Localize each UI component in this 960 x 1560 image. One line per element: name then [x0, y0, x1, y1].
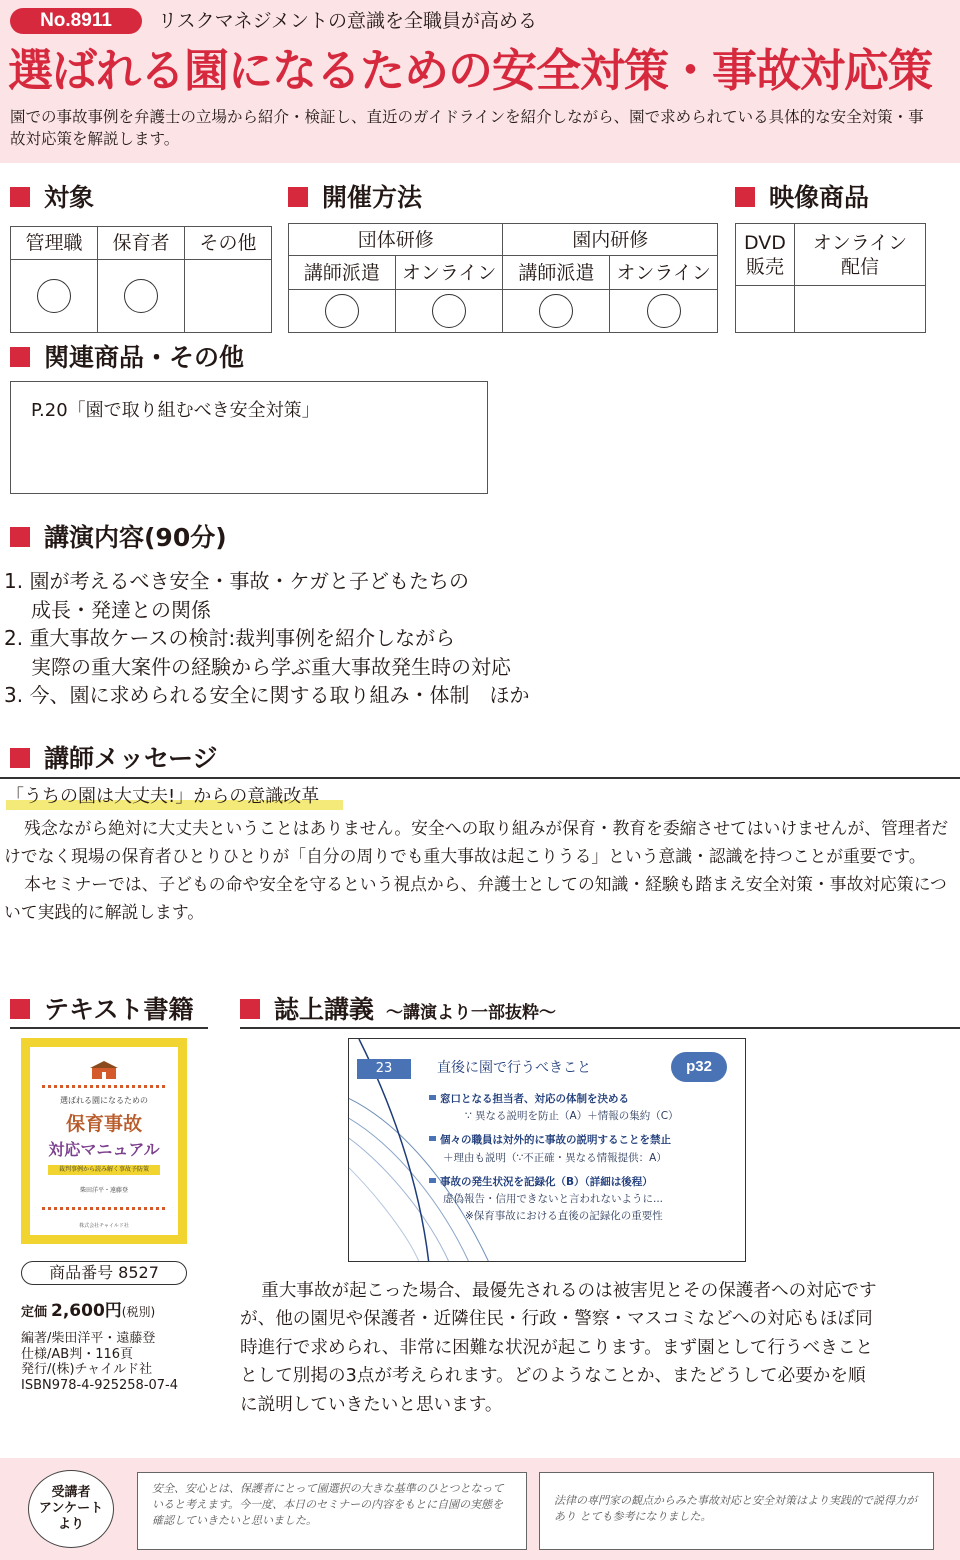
circle-mark-icon — [539, 294, 573, 328]
slide-line: ∵ 異なる説明を防止（A）＋情報の集約（C） — [465, 1110, 679, 1123]
circle-mark-icon — [37, 279, 71, 313]
square-bullet-icon — [10, 999, 30, 1019]
video-mark-online — [794, 286, 925, 333]
agenda-list — [4, 567, 529, 710]
slide-title: 直後に園で行うべきこと — [437, 1060, 591, 1076]
target-col-other: その他 — [185, 227, 272, 260]
section-message-heading: 講師メッセージ — [10, 744, 218, 774]
survey-comment-card — [539, 1472, 934, 1550]
survey-comment: 法律の専門家の観点からみた事故対応と安全対策はより実践的で説得力があり とても参考になりました。 — [554, 1494, 917, 1523]
decorative-dots — [42, 1207, 166, 1210]
agenda-item-1-cont: 成長・発達との関係 — [31, 597, 211, 622]
message-paragraph: 本セミナーでは、子どもの命や安全を守るという視点から、弁護士としての知識・経験も踏まえ安全対策・事故対応策について実践的に解説します。 — [4, 874, 947, 922]
method-col-online: オンライン — [610, 256, 718, 290]
slide-line: 虚偽報告・信用できないと言われないように... — [443, 1193, 664, 1206]
section-target-heading: 対象 — [10, 183, 94, 213]
book-meta-line: 発行/(株)チャイルド社 — [21, 1362, 153, 1377]
square-bullet-icon — [735, 187, 755, 207]
product-number: 商品番号 8527 — [21, 1261, 187, 1285]
section-lecture-heading: 誌上講義 〜講演より一部抜粋〜 — [240, 995, 556, 1028]
book-meta-line: 仕様/AB判・116頁 — [21, 1346, 134, 1362]
book-meta-line: 編著/柴田洋平・遠藤登 — [21, 1331, 156, 1346]
video-col-online: オンライン 配信 — [794, 224, 925, 286]
method-col-online: オンライン — [395, 256, 503, 290]
lecture-subheading: 〜講演より一部抜粋〜 — [386, 1003, 557, 1023]
book-cover-kicker: 選ばれる園になるための — [60, 1096, 148, 1105]
message-body — [4, 814, 958, 926]
survey-comment-card — [137, 1472, 527, 1550]
circle-mark-icon — [325, 294, 359, 328]
lecture-slide — [348, 1038, 746, 1262]
method-mark — [503, 290, 610, 333]
divider — [240, 1027, 960, 1029]
arrow-bullet-icon — [429, 1095, 436, 1100]
book-cover-inner — [30, 1047, 178, 1235]
target-col-teacher: 保育者 — [98, 227, 185, 260]
method-group-inhouse: 園内研修 — [503, 224, 718, 256]
agenda-item-2-cont: 実際の重大案件の経験から学ぶ重大事故発生時の対応 — [31, 654, 511, 679]
section-agenda-heading: 講演内容(90分) — [10, 523, 227, 553]
method-table — [288, 223, 718, 333]
book-meta-line: ISBN978-4-925258-07-4 — [21, 1377, 179, 1393]
section-book-heading: テキスト書籍 — [10, 995, 194, 1025]
slide-number: 23 — [357, 1059, 411, 1079]
method-mark — [610, 290, 718, 333]
method-col-dispatch: 講師派遣 — [289, 256, 396, 290]
slide-line: 個々の職員は対外的に事故の説明することを禁止 — [429, 1132, 679, 1149]
header-kicker: リスクマネジメントの意識を全職員が高める — [158, 10, 538, 32]
target-table — [10, 226, 272, 333]
video-mark-dvd — [736, 286, 795, 333]
slide-line: 事故の発生状況を記録化（B）（詳細は後程） — [429, 1174, 679, 1191]
square-bullet-icon — [288, 187, 308, 207]
square-bullet-icon — [240, 999, 260, 1019]
slide-line: ※保育事故における直後の記録化の重要性 — [465, 1210, 663, 1223]
square-bullet-icon — [10, 748, 30, 768]
slide-page-badge: p32 — [671, 1052, 727, 1082]
arrow-bullet-icon — [429, 1136, 436, 1141]
related-box — [10, 381, 488, 494]
program-number-badge: No.8911 — [10, 8, 142, 34]
target-mark-other — [185, 260, 272, 333]
lecture-text: 重大事故が起こった場合、最優先されるのは被害児とその保護者への対応ですが、他の園児や保護者・近隣住民・行政・警察・マスコミなどへの対応もほぼ同時進行で求められ、非常に困難な状況が起こります。まず園として行うべきこととして別掲の3点が考えられます。どのようなことか、またどうして必要かを順に説明していきたいと思います。 — [240, 1281, 877, 1415]
circle-mark-icon — [647, 294, 681, 328]
book-cover-authors: 柴田洋平・遠藤登 — [79, 1187, 128, 1194]
circle-mark-icon — [432, 294, 466, 328]
target-mark-teacher — [98, 260, 185, 333]
square-bullet-icon — [10, 187, 30, 207]
agenda-item-3: 3. 今、園に求められる安全に関する取り組み・体制 ほか — [4, 683, 530, 707]
book-cover-publisher: 株式会社チャイルド社 — [79, 1223, 129, 1229]
square-bullet-icon — [10, 347, 30, 367]
method-group-group: 団体研修 — [289, 224, 503, 256]
related-text: P.20「園で取り組むべき安全対策」 — [31, 400, 320, 421]
book-meta — [21, 1331, 178, 1393]
survey-badge: 受講者 アンケート より — [28, 1470, 114, 1548]
video-col-dvd: DVD 販売 — [736, 224, 795, 286]
slide-body — [429, 1091, 679, 1225]
video-table — [735, 223, 926, 333]
book-cover-band: 裁判事例から読み解く事故予防策 — [48, 1165, 160, 1175]
divider — [10, 1027, 208, 1029]
book-cover-title-2: 対応マニュアル — [48, 1140, 160, 1159]
book-cover — [21, 1038, 187, 1244]
circle-mark-icon — [124, 279, 158, 313]
arrow-bullet-icon — [429, 1178, 436, 1183]
target-mark-manager — [11, 260, 98, 333]
square-bullet-icon — [10, 527, 30, 547]
target-col-manager: 管理職 — [11, 227, 98, 260]
method-mark — [289, 290, 396, 333]
method-mark — [395, 290, 503, 333]
section-video-heading: 映像商品 — [735, 183, 869, 213]
section-related-heading: 関連商品・その他 — [10, 343, 244, 373]
decorative-dots — [42, 1085, 166, 1088]
book-price: 定価 2,600円(税別) — [21, 1301, 156, 1321]
survey-comment: 安全、安心とは、保護者にとって園選択の大きな基準のひとつとなっていると考えます。今一度、本日のセミナーの内容をもとに自園の実態を確認していきたいと思いました。 — [152, 1482, 504, 1527]
slide-line: ＋理由も説明（∵不正確・異なる情報提供：A） — [443, 1151, 667, 1164]
book-cover-title: 保育事故 — [65, 1113, 142, 1135]
section-method-heading: 開催方法 — [288, 183, 422, 213]
lead-text: 園での事故事例を弁護士の立場から紹介・検証し、直近のガイドラインを紹介しながら、園で求められている具体的な安全対策・事故対応策を解説します。 — [10, 108, 924, 148]
school-house-icon — [88, 1061, 120, 1079]
page-title: 選ばれる園になるための安全対策・事故対応策 — [8, 44, 933, 97]
divider — [0, 777, 960, 779]
message-paragraph: 残念ながら絶対に大丈夫ということはありません。安全への取り組みが保育・教育を委縮させてはいけませんが、管理者だけでなく現場の保育者ひとりひとりが「自分の周りでも重大事故は起こりうる」という意識・認識を持つことが重要です。 — [4, 818, 949, 866]
slide-line: 窓口となる担当者、対応の体制を決める — [429, 1091, 679, 1108]
message-title: 「うちの園は大丈夫!」からの意識改革 — [6, 784, 343, 810]
agenda-item-1: 1. 園が考えるべき安全・事故・ケガと子どもたちの — [4, 569, 470, 593]
agenda-item-2: 2. 重大事故ケースの検討:裁判事例を紹介しながら — [4, 626, 456, 650]
method-col-dispatch: 講師派遣 — [503, 256, 610, 290]
